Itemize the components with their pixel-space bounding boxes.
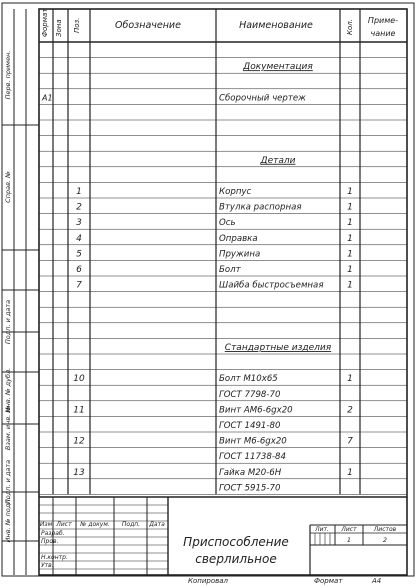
lit-label: Лит. — [315, 526, 329, 533]
section-heading: Документация — [243, 62, 313, 73]
row-quantity: 1 — [347, 467, 353, 478]
table-row — [219, 421, 281, 431]
row-name: Болт М10х65 — [219, 374, 278, 385]
title-block-column-label: № докум. — [80, 521, 110, 528]
footer-format-value: А4 — [372, 577, 382, 585]
row-quantity: 1 — [347, 218, 353, 229]
row-name: Винт М6-6gх20 — [219, 436, 287, 447]
table-row — [219, 390, 281, 400]
strip-label: Перв. примен. — [4, 50, 12, 100]
row-name: Шайба быстросъемная — [219, 280, 324, 291]
header-name: Наименование — [239, 20, 313, 31]
header-pos: Поз. — [73, 17, 81, 33]
header-qty: Кол. — [346, 19, 354, 35]
table-header — [41, 8, 398, 38]
row-position: 1 — [76, 187, 82, 197]
row-name: Сборочный чертеж — [219, 93, 306, 104]
row-name: Втулка распорная — [219, 202, 302, 213]
table-row — [76, 281, 353, 291]
row-quantity: 7 — [347, 436, 353, 447]
row-name: Оправка — [219, 233, 258, 244]
table-row — [73, 437, 353, 447]
title-block-column-label: Дата — [149, 521, 165, 528]
product-name-line2: сверлильное — [195, 552, 277, 566]
strip-label: Взам. инв. № — [4, 405, 12, 451]
row-name: Ось — [219, 218, 236, 229]
table-row — [76, 203, 353, 213]
table-row — [76, 187, 353, 197]
row-position: 5 — [76, 249, 82, 260]
row-name: ГОСТ 5915-70 — [219, 483, 281, 494]
row-name: Гайка М20-6Н — [219, 467, 282, 478]
row-quantity: 1 — [347, 233, 353, 244]
row-quantity: 2 — [347, 405, 353, 416]
footer-format-label: Формат — [314, 577, 343, 585]
row-name: Пружина — [219, 249, 261, 260]
row-position: 6 — [76, 265, 82, 275]
strip-label: Инв. № дубл. — [4, 367, 12, 413]
sheet-label: Лист — [341, 526, 357, 533]
section-heading: Стандартные изделия — [224, 343, 332, 353]
row-name: Корпус — [219, 187, 252, 197]
strip-label: Справ. № — [4, 171, 12, 203]
row-name: ГОСТ 7798-70 — [219, 389, 281, 400]
table-row — [76, 265, 353, 275]
title-block-role: Утв. — [41, 562, 54, 569]
row-position: 4 — [76, 233, 82, 244]
row-name: Болт — [219, 265, 241, 275]
header-designation: Обозначение — [115, 20, 181, 31]
row-position: 13 — [73, 467, 85, 478]
section-heading: Детали — [260, 155, 296, 166]
row-quantity: 1 — [347, 374, 353, 385]
strip-label: Инв. № подл. — [4, 497, 12, 543]
row-position: 2 — [76, 202, 82, 213]
table-row — [73, 405, 353, 415]
row-position: 11 — [73, 405, 85, 416]
row-position: 12 — [73, 436, 85, 447]
row-quantity: 1 — [347, 249, 353, 260]
table-row — [242, 62, 313, 72]
sheet-value: 1 — [346, 536, 352, 544]
row-name: ГОСТ 1491-80 — [219, 421, 281, 431]
sheets-label: Листов — [373, 526, 397, 533]
title-block-role: Разраб. — [41, 530, 65, 537]
title-block-role: Пров. — [41, 538, 59, 545]
strip-label: Подп. и дата — [4, 299, 12, 345]
footer-copied: Копировал — [188, 577, 228, 585]
row-position: 7 — [76, 280, 82, 291]
table-row — [219, 483, 281, 493]
table-row — [73, 468, 353, 478]
product-name-line1: Приспособление — [183, 535, 289, 549]
row-position: 10 — [73, 374, 85, 385]
row-position: 3 — [76, 218, 82, 229]
header-note-line2: чание — [370, 29, 396, 38]
header-zone: Зона — [55, 19, 63, 37]
table-row — [219, 452, 286, 462]
title-block-role: Н.контр. — [41, 554, 68, 561]
table-row — [260, 156, 296, 166]
title-block-column-label: Лист — [56, 521, 72, 528]
table-row — [76, 234, 353, 244]
table-row — [76, 218, 353, 228]
row-quantity: 1 — [347, 202, 353, 213]
table-row — [225, 343, 332, 353]
row-quantity: 1 — [347, 187, 353, 197]
row-name: ГОСТ 11738-84 — [219, 452, 286, 463]
title-block-column-label: Подп. — [121, 521, 141, 528]
sheets-value: 2 — [382, 536, 388, 544]
row-quantity: 1 — [347, 265, 353, 275]
title-block-column-label: Изм — [39, 521, 53, 528]
header-format: Формат — [41, 8, 49, 37]
row-quantity: 1 — [347, 280, 353, 291]
strip-label: Подп. и дата — [4, 459, 12, 505]
table-row — [73, 374, 353, 384]
row-name: Винт АМ6-6gх20 — [219, 405, 293, 416]
table-row — [76, 249, 353, 259]
row-format: А1 — [42, 93, 53, 103]
header-note-line1: Приме- — [367, 16, 399, 25]
title-block — [39, 497, 407, 575]
table-row — [41, 93, 306, 103]
